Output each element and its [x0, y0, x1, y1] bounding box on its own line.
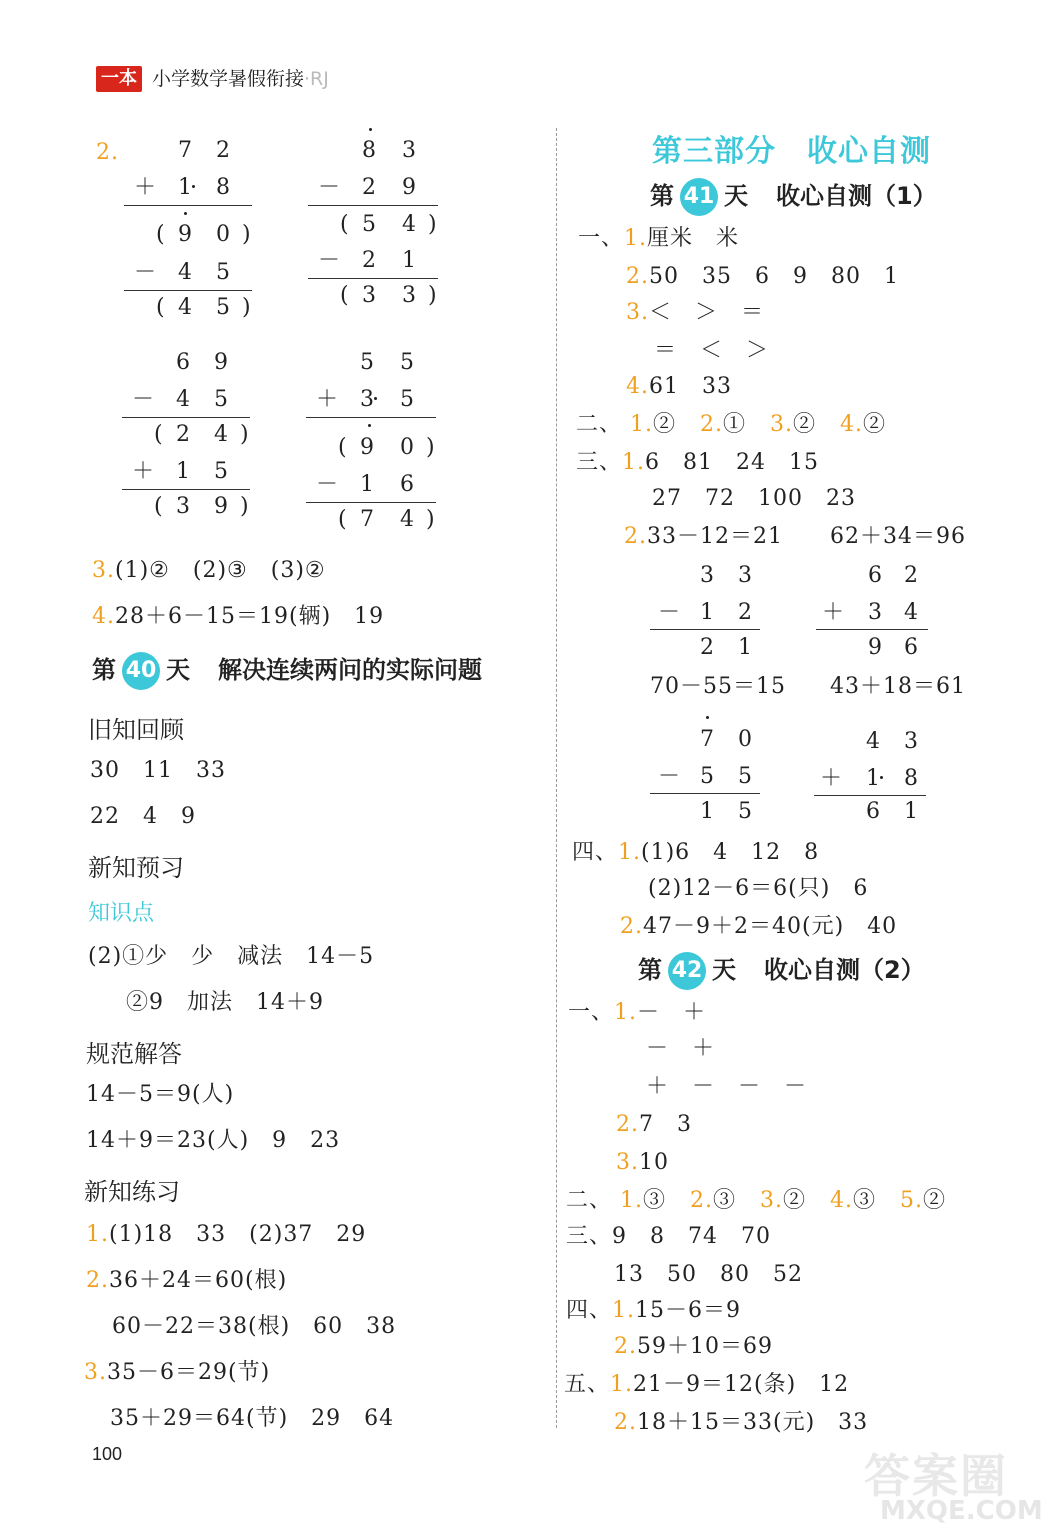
book-edition: ·RJ [304, 68, 329, 90]
answer-line: 27 72 100 23 [652, 486, 856, 511]
question-number: 2. [626, 264, 649, 289]
answer-text: 59＋10＝69 [637, 1334, 773, 1359]
operator: － [658, 600, 681, 625]
day-number-badge: 41 [680, 178, 718, 216]
day-prefix: 第 [92, 656, 116, 684]
answer-text: 33－12＝21 [647, 524, 783, 549]
answer-text: ③ [643, 1188, 667, 1213]
day-prefix: 第 [638, 956, 662, 984]
answer-text: ② [793, 412, 817, 437]
answer-line [566, 1224, 771, 1250]
digit: 5 [400, 350, 414, 375]
question-number: 4. [92, 604, 115, 629]
question-number: 4. [626, 374, 649, 399]
sum-line [814, 795, 926, 796]
question-2-number: 2. [96, 140, 119, 165]
digit: 5 [214, 459, 228, 484]
question-number: 2. [614, 1334, 637, 1359]
operator: ＋ [316, 387, 339, 412]
answer-text: 35－6＝29(节) [107, 1360, 271, 1385]
section-number: 五、 [564, 1372, 611, 1397]
digit: 5 [216, 260, 230, 285]
answer-line: 60－22＝38(根) 60 38 [112, 1314, 397, 1339]
digit: 4 [176, 387, 190, 412]
section-heading: 新知预习 [88, 854, 184, 882]
digit: 3 [904, 729, 918, 754]
digit: 1 [176, 459, 190, 484]
answer-text: ② [863, 412, 887, 437]
answer-line [92, 558, 326, 584]
section-number: 二、 [566, 1188, 613, 1213]
answer-line [568, 1000, 706, 1026]
answer-text: 28＋6－15＝19(辆) 19 [115, 604, 385, 629]
question-number: 4. [830, 1188, 854, 1213]
section-number: 二、 [576, 412, 623, 437]
digit: 2 [738, 600, 752, 625]
answer-line: (2)①少 少 减法 14－5 [88, 944, 375, 969]
digit: 3 [176, 494, 190, 519]
day-title: 收心自测（2） [764, 956, 925, 984]
digit: 3 [868, 600, 882, 625]
digit: 6 [400, 472, 414, 497]
question-number: 1. [86, 1222, 109, 1247]
question-number: 2. [700, 412, 724, 437]
day-number-badge: 42 [668, 952, 706, 990]
answer-text: 15－6＝9 [635, 1298, 742, 1323]
question-number: 1. [614, 1000, 638, 1025]
digit: 8 [216, 175, 230, 200]
digit: 5 [216, 295, 230, 320]
question-number: 1. [618, 840, 642, 865]
column-divider [556, 128, 557, 1428]
day-suffix: 天 [166, 656, 190, 684]
operator: ＋ [134, 175, 157, 200]
question-number: 3. [770, 412, 794, 437]
sum-line [124, 290, 252, 291]
question-number: 3. [760, 1188, 784, 1213]
question-number: 2. [624, 524, 647, 549]
section-heading: 规范解答 [86, 1040, 182, 1068]
digit: 2 [176, 422, 190, 447]
answer-line: 35＋29＝64(节) 29 64 [110, 1406, 395, 1431]
answer-text: ② [923, 1188, 947, 1213]
digit: 1 [700, 799, 714, 824]
operator: － [658, 764, 681, 789]
answer-line [566, 1298, 741, 1324]
carry-dot [374, 397, 377, 400]
answer-line [614, 1410, 868, 1436]
digit: 9 [868, 635, 882, 660]
question-number: 2. [614, 1410, 637, 1435]
subsection-heading: 知识点 [88, 901, 155, 926]
sum-line [308, 278, 438, 279]
answer-line [86, 1222, 366, 1248]
sum-line [306, 417, 436, 418]
answer-text: 47－9＋2＝40(元) 40 [643, 914, 898, 939]
question-number: 1. [630, 412, 654, 437]
operator: － [318, 248, 341, 273]
digit: 3 [360, 387, 374, 412]
day-number-badge: 40 [122, 652, 160, 690]
brand-logo: 一本 [96, 66, 142, 92]
answer-line: 70－55＝15 [650, 674, 786, 699]
digit: 8 [904, 766, 918, 791]
book-title [152, 66, 329, 92]
answer-line: 14＋9＝23(人) 9 23 [86, 1128, 341, 1153]
answer-line [626, 300, 764, 326]
digit: 1 [402, 248, 416, 273]
section-heading: 新知练习 [84, 1178, 180, 1206]
answer-text: ① [723, 412, 747, 437]
answer-text: 50 35 6 9 80 1 [649, 264, 899, 289]
watermark-url: MXQE.COM [880, 1496, 1043, 1526]
day-title: 收心自测（1） [776, 182, 937, 210]
digit: 7 [700, 727, 714, 752]
answer-text: 36＋24＝60(根) [109, 1268, 288, 1293]
operator: － [318, 175, 341, 200]
operator: ＋ [132, 459, 155, 484]
digit: 6 [866, 799, 880, 824]
answer-text: 9 8 74 70 [612, 1224, 771, 1249]
digit: 6 [176, 350, 190, 375]
sum-line [306, 502, 436, 503]
answer-line [624, 524, 783, 550]
answer-text: 10 [639, 1150, 669, 1175]
day-title: 解决连续两问的实际问题 [218, 656, 482, 684]
section-number: 一、 [578, 226, 625, 251]
carry-dot [184, 212, 187, 215]
question-number: 4. [840, 412, 864, 437]
section-number: 四、 [566, 1298, 613, 1323]
question-number: 3. [84, 1360, 107, 1385]
sum-line [122, 489, 250, 490]
digit: 4 [866, 729, 880, 754]
day-prefix: 第 [650, 182, 674, 210]
answer-text: － ＋ [637, 1000, 707, 1025]
answer-text: 61 33 [649, 374, 732, 399]
digit: 1 [738, 635, 752, 660]
answer-text: 厘米 米 [647, 226, 740, 251]
part-title: 第三部分 收心自测 [652, 134, 931, 169]
question-number: 3. [616, 1150, 639, 1175]
answer-text: (1)② (2)③ (3)② [115, 558, 326, 583]
question-number: 2. [616, 1112, 639, 1137]
sum-line [124, 205, 252, 206]
section-number: 三、 [576, 450, 623, 475]
question-number: 1. [612, 1298, 636, 1323]
digit: 4 [178, 295, 192, 320]
section-number: 四、 [572, 840, 619, 865]
answer-line [84, 1360, 270, 1386]
answer-line: 43＋18＝61 [830, 674, 966, 699]
day-41-heading [650, 176, 937, 216]
operator: － [134, 260, 157, 285]
question-number: 3. [626, 300, 649, 325]
digit: 1 [904, 799, 918, 824]
digit: 7 [360, 507, 374, 532]
borrow-dot [369, 128, 372, 131]
digit: 4 [402, 212, 416, 237]
question-number: 2. [86, 1268, 109, 1293]
page-number: 100 [92, 1444, 123, 1464]
question-number: 2. [620, 914, 643, 939]
digit: 4 [214, 422, 228, 447]
operator: ＋ [822, 600, 845, 625]
answer-line: 62＋34＝96 [830, 524, 966, 549]
digit: 2 [700, 635, 714, 660]
digit: 4 [400, 507, 414, 532]
answer-line [626, 374, 732, 400]
digit: 3 [402, 138, 416, 163]
digit: 1 [866, 766, 880, 791]
digit: 1 [178, 175, 192, 200]
section-number: 一、 [568, 1000, 615, 1025]
digit: 6 [868, 563, 882, 588]
answer-line [614, 1334, 773, 1360]
answer-text: 18＋15＝33(元) 33 [637, 1410, 869, 1435]
answer-line [92, 604, 384, 630]
question-number: 2. [690, 1188, 714, 1213]
digit: 2 [904, 563, 918, 588]
answer-line: ＋ － － － [646, 1074, 808, 1099]
answer-text: 21－9＝12(条) 12 [633, 1372, 850, 1397]
carry-dot [192, 185, 195, 188]
answer-line: 13 50 80 52 [614, 1262, 803, 1287]
digit: 0 [738, 727, 752, 752]
answer-line: － ＋ [646, 1036, 716, 1061]
answer-text: ③ [713, 1188, 737, 1213]
digit: 0 [400, 435, 414, 460]
carry-dot [880, 776, 883, 779]
sum-line [122, 417, 250, 418]
day-40-heading [92, 650, 482, 690]
answer-text: ③ [853, 1188, 877, 1213]
digit: 5 [400, 387, 414, 412]
answer-line [626, 264, 899, 290]
digit: 1 [700, 600, 714, 625]
question-number: 1. [610, 1372, 634, 1397]
sum-line [650, 793, 760, 794]
answer-line [578, 226, 739, 252]
question-number: 3. [92, 558, 115, 583]
digit: 4 [904, 600, 918, 625]
answer-line [566, 1188, 946, 1214]
sum-line [308, 205, 438, 206]
digit: 5 [738, 764, 752, 789]
digit: 4 [178, 260, 192, 285]
answer-line: (2)12－6＝6(只) 6 [648, 876, 869, 901]
answer-line: ②9 加法 14＋9 [126, 990, 324, 1015]
question-number: 1. [620, 1188, 644, 1213]
digit: 7 [178, 138, 192, 163]
answer-line: 22 4 9 [90, 804, 196, 829]
question-number: 1. [622, 450, 646, 475]
digit: 2 [362, 248, 376, 273]
operator: － [316, 472, 339, 497]
operator: ＋ [820, 766, 843, 791]
carry-dot [368, 424, 371, 427]
digit: 9 [402, 175, 416, 200]
answer-line [572, 840, 819, 866]
question-number: 5. [900, 1188, 924, 1213]
digit: 3 [362, 283, 376, 308]
digit: 9 [178, 222, 192, 247]
digit: 5 [700, 764, 714, 789]
day-suffix: 天 [712, 956, 736, 984]
digit: 9 [360, 435, 374, 460]
book-title-text: 小学数学暑假衔接 [152, 68, 305, 90]
answer-text: ＜ ＞ ＝ [649, 300, 765, 325]
digit: 3 [700, 563, 714, 588]
section-heading: 旧知回顾 [88, 716, 184, 744]
answer-line: ＝ ＜ ＞ [654, 338, 770, 363]
section-number: 三、 [566, 1224, 613, 1249]
sum-line [650, 629, 760, 630]
answer-text: (1)6 4 12 8 [641, 840, 820, 865]
question-number: 1. [624, 226, 648, 251]
digit: 3 [738, 563, 752, 588]
answer-line [564, 1372, 849, 1398]
digit: 5 [360, 350, 374, 375]
digit: 5 [738, 799, 752, 824]
digit: 0 [216, 222, 230, 247]
digit: 2 [362, 175, 376, 200]
watermark-logo: 答案圈 [864, 1449, 1008, 1503]
digit: 1 [360, 472, 374, 497]
digit: 5 [214, 387, 228, 412]
digit: 2 [216, 138, 230, 163]
answer-text: (1)18 33 (2)37 29 [109, 1222, 367, 1247]
sum-line [816, 629, 928, 630]
answer-text: 6 81 24 15 [645, 450, 819, 475]
digit: 9 [214, 494, 228, 519]
answer-line [616, 1112, 692, 1138]
answer-line [576, 412, 886, 438]
digit: 3 [402, 283, 416, 308]
operator: － [132, 387, 155, 412]
answer-text: ② [653, 412, 677, 437]
digit: 6 [904, 635, 918, 660]
answer-text: ② [783, 1188, 807, 1213]
answer-line: 30 11 33 [90, 758, 226, 783]
digit: 5 [362, 212, 376, 237]
digit: 9 [214, 350, 228, 375]
answer-line [620, 914, 897, 940]
answer-line [576, 450, 819, 476]
day-42-heading [638, 950, 925, 990]
answer-line [616, 1150, 669, 1176]
day-suffix: 天 [724, 182, 748, 210]
borrow-dot [706, 716, 709, 719]
digit: 8 [362, 138, 376, 163]
answer-line: 14－5＝9(人) [86, 1082, 235, 1107]
answer-line [86, 1268, 287, 1294]
answer-text: 7 3 [639, 1112, 692, 1137]
